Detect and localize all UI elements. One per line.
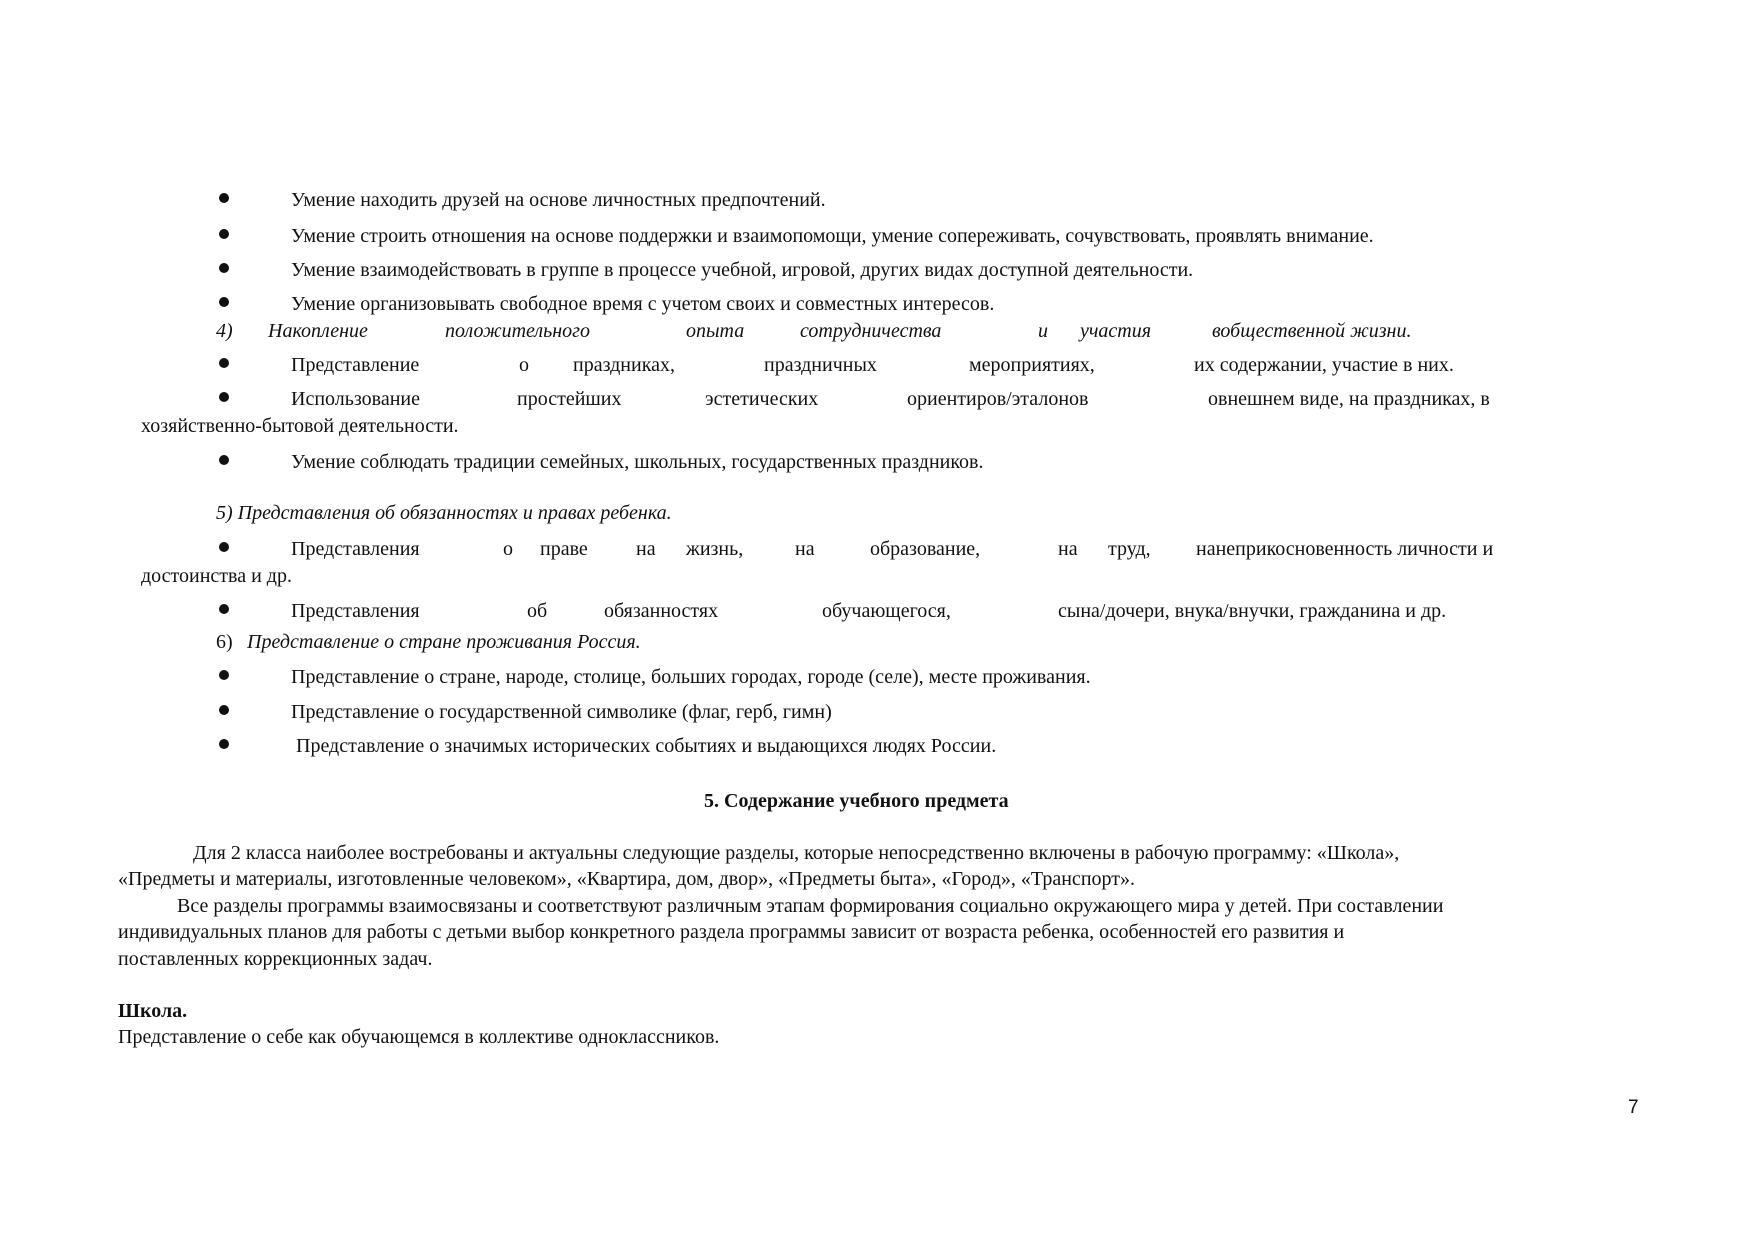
heading-word: участия xyxy=(1080,320,1152,342)
bullet-icon xyxy=(219,193,229,203)
list-item: Умение соблюдать традиции семейных, школьных, государственных праздников. xyxy=(291,451,984,473)
paragraph-line: Представление о себе как обучающемся в коллективе одноклассников. xyxy=(118,1026,720,1048)
bullet-icon xyxy=(219,297,229,307)
page-title: 5. Содержание учебного предмета xyxy=(704,790,1009,812)
paragraph-line: индивидуальных планов для работы с детьми выбор конкретного раздела программы зависит от возраста ребенка, особенностей его развития и xyxy=(118,921,1345,943)
bullet-icon xyxy=(219,455,229,465)
bullet-icon xyxy=(219,739,229,749)
bullet-icon xyxy=(219,263,229,273)
paragraph-line: поставленных коррекционных задач. xyxy=(118,948,433,970)
section-heading: Школа. xyxy=(118,1000,188,1022)
list-item: Умение организовывать свободное время с учетом своих и совместных интересов. xyxy=(291,293,995,315)
bullet-icon xyxy=(219,358,229,368)
heading-word: 4) xyxy=(216,320,233,342)
page-number: 7 xyxy=(1628,1097,1639,1118)
bullet-icon xyxy=(219,705,229,715)
heading-word: опыта xyxy=(686,320,745,342)
bullet-icon xyxy=(219,604,229,614)
bullet-icon xyxy=(219,229,229,239)
list-item: Представление о стране, народе, столице, больших городах, городе (селе), месте проживания. xyxy=(291,666,1091,688)
list-item: Умение взаимодействовать в группе в процессе учебной, игровой, других видах доступной деятельности. xyxy=(291,259,1194,281)
bullet-icon xyxy=(219,542,229,552)
paragraph-line: Для 2 класса наиболее востребованы и актуальны следующие разделы, которые непосредственно включены в рабочую программу: «Школа», xyxy=(193,842,1400,864)
bullet-icon xyxy=(219,392,229,402)
bullet-icon xyxy=(219,670,229,680)
paragraph-line: «Предметы и материалы, изготовленные человеком», «Квартира, дом, двор», «Предметы быта», «Город», «Транспорт». xyxy=(118,868,1135,890)
paragraph-line: Все разделы программы взаимосвязаны и соответствуют различным этапам формирования социально окружающего мира у детей. При составлении xyxy=(177,895,1444,917)
heading-word: положительного xyxy=(445,320,590,342)
heading-word: Накопление xyxy=(268,320,368,342)
list-item: Умение строить отношения на основе поддержки и взаимопомощи, умение сопереживать, сочувствовать, проявлять внимание. xyxy=(291,225,1374,247)
heading-word: и xyxy=(1038,320,1048,342)
list-item: Представление о значимых исторических событиях и выдающихся людях России. xyxy=(296,735,997,757)
list-item: Представление о государственной символике (флаг, герб, гимн) xyxy=(291,701,832,723)
heading-word: вобщественной жизни. xyxy=(1212,320,1412,342)
list-item: Умение находить друзей на основе личностных предпочтений. xyxy=(291,189,826,211)
section-heading: 5) Представления об обязанностях и правах ребенка. xyxy=(216,502,672,524)
heading-word: сотрудничества xyxy=(800,320,942,342)
